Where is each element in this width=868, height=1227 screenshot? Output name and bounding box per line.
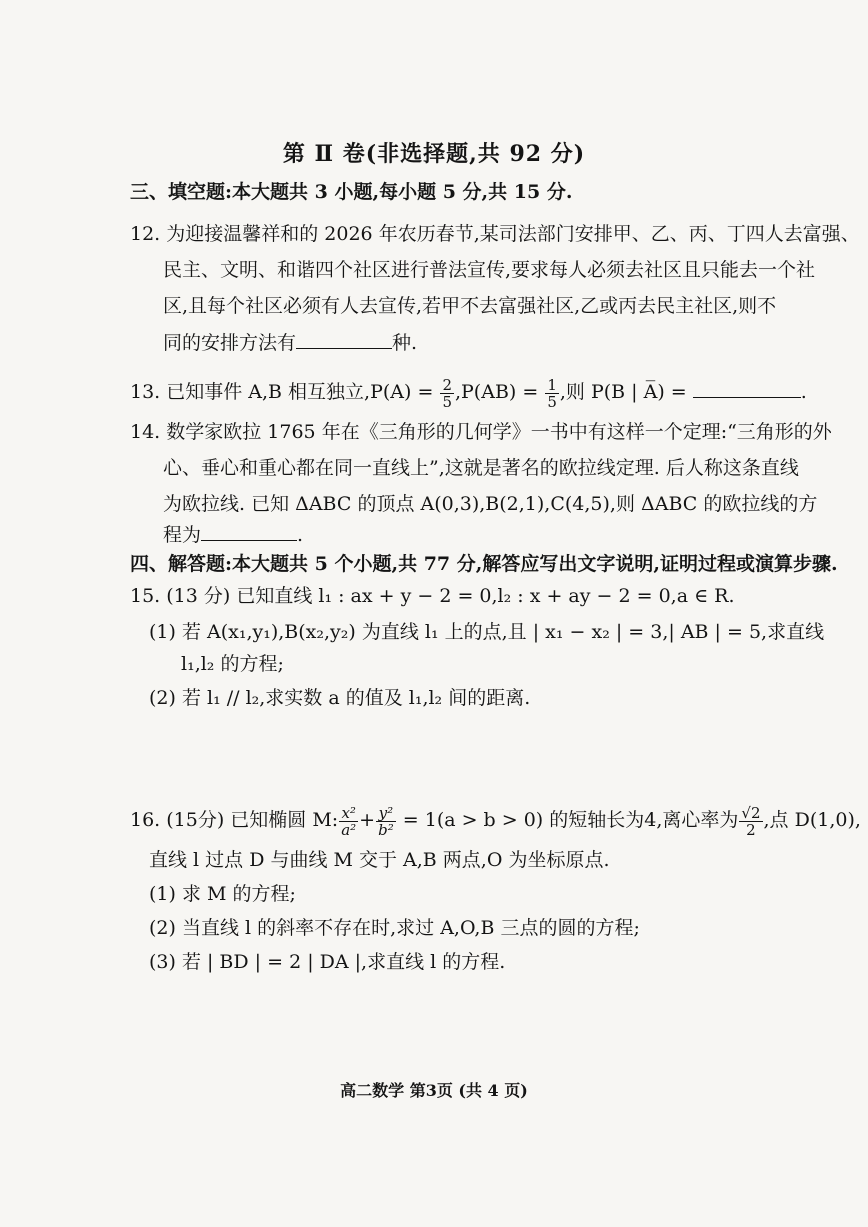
q16-fraction-x: $\frac{\text{x²}}{\text{a²}}$ bbox=[341, 803, 357, 839]
q16-fraction-y: $\frac{\text{y²}}{\text{b²}}$ bbox=[378, 803, 394, 839]
q14-line4 bbox=[163, 520, 303, 549]
q16-part3: (3) 若 | BD | = 2 | DA |,求直线 l 的方程. bbox=[149, 951, 506, 973]
section-title: 第 Ⅱ 卷(非选择题,共 92 分) bbox=[282, 141, 586, 167]
q16-part2: (2) 当直线 l 的斜率不存在时,求过 A,O,B 三点的圆的方程; bbox=[149, 917, 640, 939]
q15-line1: 15. (13 分) 已知直线 l₁ : ax + y − 2 = 0,l₂ : x + ay − 2 = 0,a ∈ R. bbox=[130, 585, 735, 607]
q12-line2: 民主、文明、和谐四个社区进行普法宣传,要求每人必须去社区且只能去一个社 bbox=[163, 259, 816, 281]
q16-line2: 直线 l 过点 D 与曲线 M 交于 A,B 两点,O 为坐标原点. bbox=[149, 849, 610, 871]
section4-heading: 四、解答题:本大题共 5 个小题,共 77 分,解答应写出文字说明,证明过程或演算步骤. bbox=[130, 553, 838, 575]
q12-text: 同的安排方法有 bbox=[163, 332, 297, 354]
q16-text-c: ,点 D(1,0), bbox=[763, 809, 861, 831]
q16-text-a: 16. (15分) 已知椭圆 M: bbox=[130, 809, 339, 831]
q14-line1: 14. 数学家欧拉 1765 年在《三角形的几何学》一书中有这样一个定理:“三角形的外 bbox=[130, 421, 832, 443]
q14-answer-blank bbox=[201, 520, 297, 541]
q13-answer-blank bbox=[693, 377, 801, 398]
q16-fraction-ecc: $\frac{√2}{2}$ bbox=[741, 803, 761, 839]
q12-answer-blank bbox=[296, 328, 392, 349]
q13-text-b: ,P(AB) = bbox=[454, 381, 539, 403]
q14-end: . bbox=[297, 524, 304, 546]
q12-line1: 12. 为迎接温馨祥和的 2026 年农历春节,某司法部门安排甲、乙、丙、丁四人去富强、 bbox=[130, 223, 860, 245]
q12-unit: 种. bbox=[392, 332, 418, 354]
q13-line bbox=[130, 370, 807, 414]
q13-text-d: . bbox=[800, 381, 807, 403]
q12-line3: 区,且每个社区必须有人去宣传,若甲不去富强社区,乙或丙去民主社区,则不 bbox=[163, 295, 777, 317]
q16-line1 bbox=[130, 796, 861, 844]
q13-fraction-pab: $\frac{1}{5}$ bbox=[547, 375, 557, 411]
q14-line2: 心、垂心和重心都在同一直线上”,这就是著名的欧拉线定理. 后人称这条直线 bbox=[163, 457, 799, 479]
q16-plus: + bbox=[359, 809, 376, 831]
q13-fraction-pa: $\frac{2}{5}$ bbox=[442, 375, 452, 411]
page-footer: 高二数学 第3页 (共 4 页) bbox=[340, 1081, 528, 1100]
section3-heading: 三、填空题:本大题共 3 小题,每小题 5 分,共 15 分. bbox=[130, 181, 573, 203]
q14-text: 程为 bbox=[163, 524, 202, 546]
q15-part1-line2: l₁,l₂ 的方程; bbox=[181, 653, 284, 675]
q16-part1: (1) 求 M 的方程; bbox=[149, 883, 296, 905]
q13-text-c: ,则 P(B | A̅) = bbox=[559, 381, 687, 403]
q16-text-b: = 1(a > b > 0) 的短轴长为4,离心率为 bbox=[402, 809, 739, 831]
q15-part2: (2) 若 l₁ // l₂,求实数 a 的值及 l₁,l₂ 间的距离. bbox=[149, 687, 531, 709]
q12-line4 bbox=[163, 328, 417, 357]
q14-line3: 为欧拉线. 已知 ΔABC 的顶点 A(0,3),B(2,1),C(4,5),则 ΔABC 的欧拉线的方 bbox=[163, 493, 818, 515]
q15-part1-line1: (1) 若 A(x₁,y₁),B(x₂,y₂) 为直线 l₁ 上的点,且 | x₁ − x₂ | = 3,| AB | = 5,求直线 bbox=[149, 621, 825, 643]
q13-text-a: 13. 已知事件 A,B 相互独立,P(A) = bbox=[130, 381, 434, 403]
